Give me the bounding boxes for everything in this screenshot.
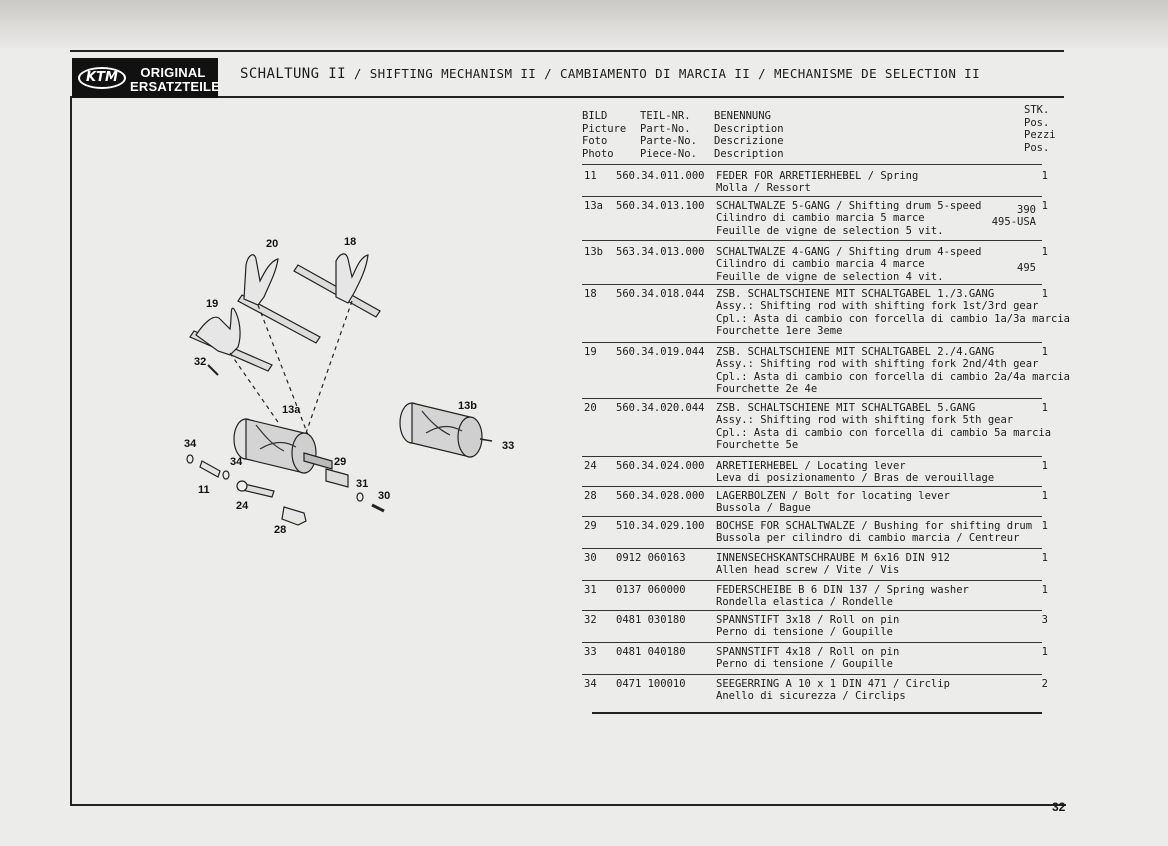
table-rule <box>582 284 1042 285</box>
part-description <box>716 552 950 577</box>
label-11: 11 <box>198 484 210 496</box>
bolt-28 <box>282 507 306 525</box>
table-rule <box>582 674 1042 675</box>
part-description <box>716 678 950 703</box>
description-line: Bussola / Bague <box>716 502 811 515</box>
description-line: SCHALTWALZE 4-GANG / Shifting drum 4-speed <box>716 246 982 258</box>
label-13b: 13b <box>458 400 477 412</box>
quantity: 1 <box>1041 346 1048 358</box>
description-line: Fourchette 2e 4e <box>716 383 818 396</box>
bushing-29 <box>326 469 348 487</box>
picture-number: 32 <box>584 614 597 626</box>
picture-number: 34 <box>584 678 597 690</box>
quantity: 1 <box>1041 402 1048 414</box>
logo-line-ersatzteile: ERSATZTEILE <box>130 79 221 94</box>
description-line: SCHALTWALZE 5-GANG / Shifting drum 5-speed <box>716 200 982 212</box>
quantity: 1 <box>1041 520 1048 532</box>
description-line: Assy.: Shifting rod with shifting fork 2nd/4th gear <box>716 358 1039 371</box>
description-line: FEDERSCHEIBE B 6 DIN 137 / Spring washer <box>716 584 969 596</box>
quantity: 1 <box>1041 646 1048 658</box>
part-description <box>716 170 918 195</box>
description-line: ZSB. SCHALTSCHIENE MIT SCHALTGABEL 2./4.GANG <box>716 346 995 358</box>
title-de: SCHALTUNG II <box>240 66 346 82</box>
quantity: 1 <box>1041 584 1048 596</box>
shifting-drum-13b <box>400 403 492 457</box>
header-picture: BILD Picture Foto Photo <box>582 110 627 160</box>
spring-11 <box>200 461 220 477</box>
header-rule <box>70 50 1064 52</box>
label-30: 30 <box>378 490 391 502</box>
description-line: FEDER FOR ARRETIERHEBEL / Spring <box>716 170 919 182</box>
picture-number: 13a <box>584 200 603 212</box>
description-line: Cpl.: Asta di cambio con forcella di cambio 1a/3a marcia <box>716 312 1071 325</box>
picture-number: 33 <box>584 646 597 658</box>
quantity: 1 <box>1041 288 1048 300</box>
description-line: Leva di posizionamento / Bras de verouillage <box>716 472 995 485</box>
quantity: 1 <box>1041 490 1048 502</box>
picture-number: 20 <box>584 402 597 414</box>
part-description <box>716 288 1070 338</box>
part-number: 560.34.024.000 <box>616 460 705 472</box>
header-quantity: STK. Pos. Pezzi Pos. <box>1024 104 1056 154</box>
title-fr: MECHANISME DE SELECTION II <box>773 66 981 81</box>
table-rule <box>582 486 1042 487</box>
part-number: 0471 100010 <box>616 678 686 690</box>
shifting-drum-13a <box>234 419 332 473</box>
roll-pin-32 <box>208 365 218 375</box>
part-description <box>716 460 994 485</box>
description-line: LAGERBOLZEN / Bolt for locating lever <box>716 490 950 502</box>
part-number: 0137 060000 <box>616 584 686 596</box>
part-description <box>716 200 982 237</box>
model-note-line: 390 <box>1017 204 1036 216</box>
shift-fork-20 <box>244 255 278 305</box>
quantity: 1 <box>1041 246 1048 258</box>
quantity: 1 <box>1041 552 1048 564</box>
part-description <box>716 646 899 671</box>
description-line: INNENSECHSKANTSCHRAUBE M 6x16 DIN 912 <box>716 552 950 564</box>
quantity: 1 <box>1041 460 1048 472</box>
part-description <box>716 402 1051 452</box>
table-rule <box>582 610 1042 611</box>
part-number: 560.34.013.100 <box>616 200 705 212</box>
part-number: 560.34.011.000 <box>616 170 705 182</box>
label-32: 32 <box>194 356 207 368</box>
logo-line-original: ORIGINAL <box>140 65 206 80</box>
part-description <box>716 346 1070 396</box>
label-20: 20 <box>266 238 279 250</box>
picture-number: 18 <box>584 288 597 300</box>
title-it: CAMBIAMENTO DI MARCIA II <box>559 66 751 81</box>
model-note-line: 495-USA <box>991 216 1036 229</box>
description-line: Fourchette 5e <box>716 439 799 452</box>
table-rule <box>582 342 1042 343</box>
part-description <box>716 520 1032 545</box>
description-line: Assy.: Shifting rod with shifting fork 1st/3rd gear <box>716 300 1039 313</box>
description-line: Feuille de vigne de selection 4 vit. <box>716 270 944 283</box>
table-rule <box>582 580 1042 581</box>
allen-screw-30 <box>372 505 384 511</box>
label-31: 31 <box>356 478 369 490</box>
picture-number: 31 <box>584 584 597 596</box>
part-number: 563.34.013.000 <box>616 246 705 258</box>
label-34: 34 <box>230 456 243 468</box>
description-line: Assy.: Shifting rod with shifting fork 5th gear <box>716 414 1014 427</box>
description-line: Bussola per cilindro di cambio marcia / Centreur <box>716 532 1020 545</box>
circlip-34 <box>187 455 193 463</box>
picture-number: 11 <box>584 170 597 182</box>
shift-fork-19 <box>196 308 240 355</box>
label-13a: 13a <box>282 404 301 416</box>
part-number: 560.34.019.044 <box>616 346 705 358</box>
table-rule <box>582 164 1042 165</box>
shift-fork-18 <box>336 254 368 303</box>
description-line: Cpl.: Asta di cambio con forcella di cambio 2a/4a marcia <box>716 370 1071 383</box>
picture-number: 19 <box>584 346 597 358</box>
description-line: Molla / Ressort <box>716 182 811 195</box>
description-line: Cilindro di cambio marcia 4 marce <box>716 258 925 271</box>
description-line: SPANNSTIFT 3x18 / Roll on pin <box>716 614 900 626</box>
picture-number: 13b <box>584 246 603 258</box>
label-28: 28 <box>274 524 287 536</box>
description-line: ZSB. SCHALTSCHIENE MIT SCHALTGABEL 1./3.GANG <box>716 288 995 300</box>
description-line: Allen head screw / Vite / Vis <box>716 564 900 577</box>
description-line: Feuille de vigne de selection 5 vit. <box>716 224 944 237</box>
table-rule <box>582 240 1042 241</box>
circlip-34-b <box>223 471 229 479</box>
picture-number: 29 <box>584 520 597 532</box>
quantity: 2 <box>1041 678 1048 690</box>
description-line: Cilindro di cambio marcia 5 marce <box>716 212 925 225</box>
table-rule <box>582 642 1042 643</box>
ktm-logo-mark: KTM <box>78 67 126 89</box>
part-number: 510.34.029.100 <box>616 520 705 532</box>
description-line: SEEGERRING A 10 x 1 DIN 471 / Circlip <box>716 678 950 690</box>
description-line: BOCHSE FOR SCHALTWALZE / Bushing for shifting drum <box>716 520 1033 532</box>
description-line: Cpl.: Asta di cambio con forcella di cambio 5a marcia <box>716 426 1052 439</box>
part-description <box>716 246 982 283</box>
table-rule <box>582 516 1042 517</box>
title-en: SHIFTING MECHANISM II <box>369 66 537 81</box>
picture-number: 28 <box>584 490 597 502</box>
part-number: 0481 030180 <box>616 614 686 626</box>
page-title: SCHALTUNG II / SHIFTING MECHANISM II / CAMBIAMENTO DI MARCIA II / MECHANISME DE SELECTION II <box>240 66 981 82</box>
part-description <box>716 584 969 609</box>
header-description: BENENNUNG Description Descrizione Description <box>714 110 784 160</box>
page-number: 32 <box>1052 800 1066 814</box>
model-note-line: 495 <box>1017 262 1036 275</box>
header-part-number: TEIL-NR. Part-No. Parte-No. Piece-No. <box>640 110 697 160</box>
label-18: 18 <box>344 236 357 248</box>
table-rule <box>582 456 1042 457</box>
quantity: 3 <box>1041 614 1048 626</box>
table-rule <box>592 712 1042 714</box>
quantity: 1 <box>1041 200 1048 212</box>
description-line: Perno di tensione / Goupille <box>716 658 894 671</box>
table-rule <box>582 548 1042 549</box>
part-description <box>716 614 899 639</box>
part-number: 0912 060163 <box>616 552 686 564</box>
part-description <box>716 490 950 515</box>
quantity: 1 <box>1041 170 1048 182</box>
description-line: ZSB. SCHALTSCHIENE MIT SCHALTGABEL 5.GANG <box>716 402 976 414</box>
label-33: 33 <box>502 440 515 452</box>
description-line: Perno di tensione / Goupille <box>716 626 894 639</box>
label-34: 34 <box>184 438 197 450</box>
part-number: 560.34.020.044 <box>616 402 705 414</box>
picture-number: 30 <box>584 552 597 564</box>
ktm-logo <box>72 58 221 98</box>
part-number: 560.34.018.044 <box>616 288 705 300</box>
label-29: 29 <box>334 456 347 468</box>
spring-washer-31 <box>357 493 363 501</box>
description-line: ARRETIERHEBEL / Locating lever <box>716 460 906 472</box>
picture-number: 24 <box>584 460 597 472</box>
description-line: Fourchette 1ere 3eme <box>716 325 843 338</box>
description-line: Anello di sicurezza / Circlips <box>716 690 906 703</box>
label-19: 19 <box>206 298 219 310</box>
description-line: SPANNSTIFT 4x18 / Roll on pin <box>716 646 900 658</box>
table-rule <box>582 196 1042 197</box>
part-number: 0481 040180 <box>616 646 686 658</box>
exploded-diagram <box>160 225 540 545</box>
label-24: 24 <box>236 500 249 512</box>
description-line: Rondella elastica / Rondelle <box>716 596 894 609</box>
table-rule <box>582 398 1042 399</box>
part-number: 560.34.028.000 <box>616 490 705 502</box>
